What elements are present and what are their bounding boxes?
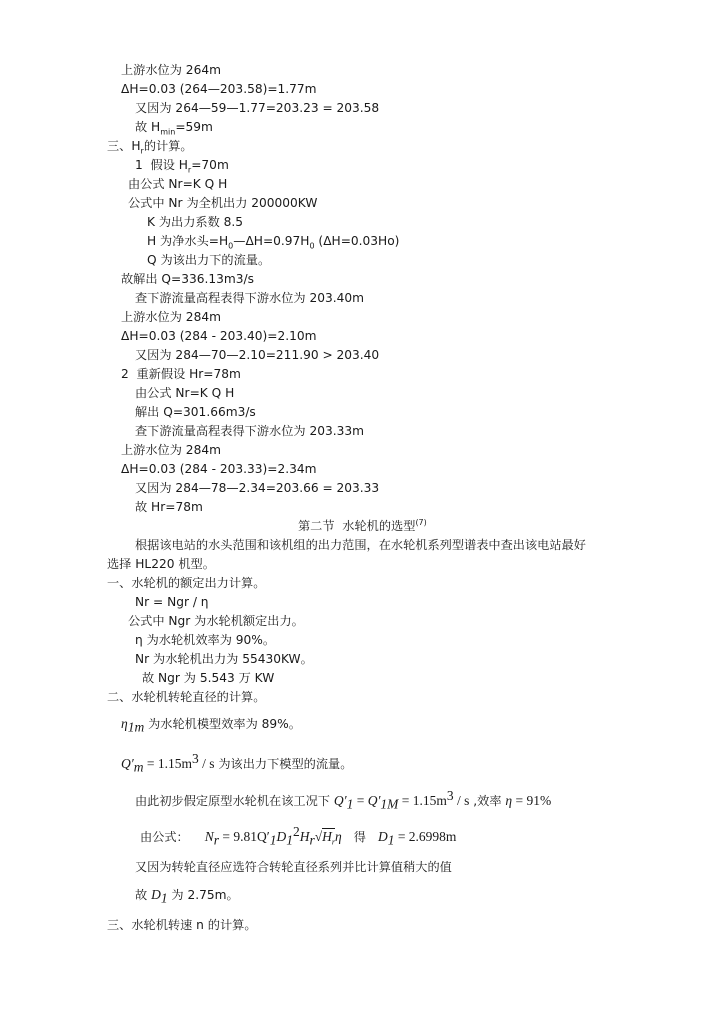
text-line: 上游水位为 284m xyxy=(121,310,221,324)
paragraph-line: 选择 HL220 机型。 xyxy=(107,557,215,571)
formula-line: $Q'_m = 1.15m^3 / s$ 为该出力下模型的流量。 xyxy=(121,750,353,775)
text-line: 又因为转轮直径应选符合转轮直径系列并比计算值稍大的值 xyxy=(135,860,452,874)
text-line: 上游水位为 284m xyxy=(121,443,221,457)
text-line: 查下游流量高程表得下游水位为 203.40m xyxy=(135,291,365,305)
text-line: 又因为 284—70—2.10=211.90 > 203.40 xyxy=(135,348,380,362)
text-line: 2 重新假设 Hr=78m xyxy=(121,367,241,381)
formula-line: 由此初步假定原型水轮机在该工况下 $Q'_1 = Q'_{1M} = 1.15m^3 / s$ ,效率 η = 91% xyxy=(135,787,552,812)
text-line: 故 Hr=78m xyxy=(135,500,203,514)
formula-line: 由公式： $N_r = 9.81Q'_1D_1^2H_r√H_r\eta$ 得 $D_1 = 2.6998m$ xyxy=(140,823,457,848)
section-heading: 二、水轮机转轮直径的计算。 xyxy=(107,690,266,704)
text-line: 故 $D_1$ 为 2.75m。 xyxy=(135,887,239,906)
text-line: Nr 为水轮机出力为 55430KW。 xyxy=(135,652,313,666)
text-line: 查下游流量高程表得下游水位为 203.33m xyxy=(135,424,365,438)
text-line: ΔH=0.03 (284 - 203.33)=2.34m xyxy=(121,462,317,476)
text-line: 公式中 Ngr 为水轮机额定出力。 xyxy=(128,614,304,628)
section-heading: 一、水轮机的额定出力计算。 xyxy=(107,576,266,590)
paragraph-line: 根据该电站的水头范围和该机组的出力范围，在水轮机系列型谱表中查出该电站最好 xyxy=(135,538,586,552)
section-title: 第二节 水轮机的选型$^{(7)}$ xyxy=(298,517,427,533)
text-line: 故 $H_{min}=59m$ xyxy=(135,120,213,137)
section-heading: 三、$H_r$的计算。 xyxy=(107,139,193,156)
section-heading: 三、水轮机转速 n 的计算。 xyxy=(107,918,257,932)
text-line: 故解出 Q=336.13m3/s xyxy=(121,272,254,286)
text-line: K 为出力系数 8.5 xyxy=(147,215,244,229)
text-line: 故 Ngr 为 5.543 万 KW xyxy=(142,671,275,685)
text-line: Q 为该出力下的流量。 xyxy=(147,253,271,267)
text-line: $\eta_{1m}$ 为水轮机模型效率为 89%。 xyxy=(121,716,301,735)
text-line: H 为净水头$=H_0—\Delta H=0.97H_0$ (ΔH=0.03Ho) xyxy=(147,234,400,251)
text-line: 1 假设 $H_r=70m$ xyxy=(135,158,229,175)
text-line: 又因为 264—59—1.77=203.23 = 203.58 xyxy=(135,101,380,115)
text-line: 又因为 284—78—2.34=203.66 = 203.33 xyxy=(135,481,380,495)
text-line: ΔH=0.03 (264—203.58)=1.77m xyxy=(121,82,317,96)
text-line: η 为水轮机效率为 90%。 xyxy=(135,633,276,647)
text-line: ΔH=0.03 (284 - 203.40)=2.10m xyxy=(121,329,317,343)
text-line: Nr = Ngr / η xyxy=(135,595,209,609)
text-line: 上游水位为 264m xyxy=(121,63,221,77)
text-line: 由公式 Nr=K Q H xyxy=(135,386,235,400)
text-line: 解出 Q=301.66m3/s xyxy=(135,405,256,419)
text-line: 公式中 Nr 为全机出力 200000KW xyxy=(128,196,318,210)
text-line: 由公式 Nr=K Q H xyxy=(128,177,228,191)
